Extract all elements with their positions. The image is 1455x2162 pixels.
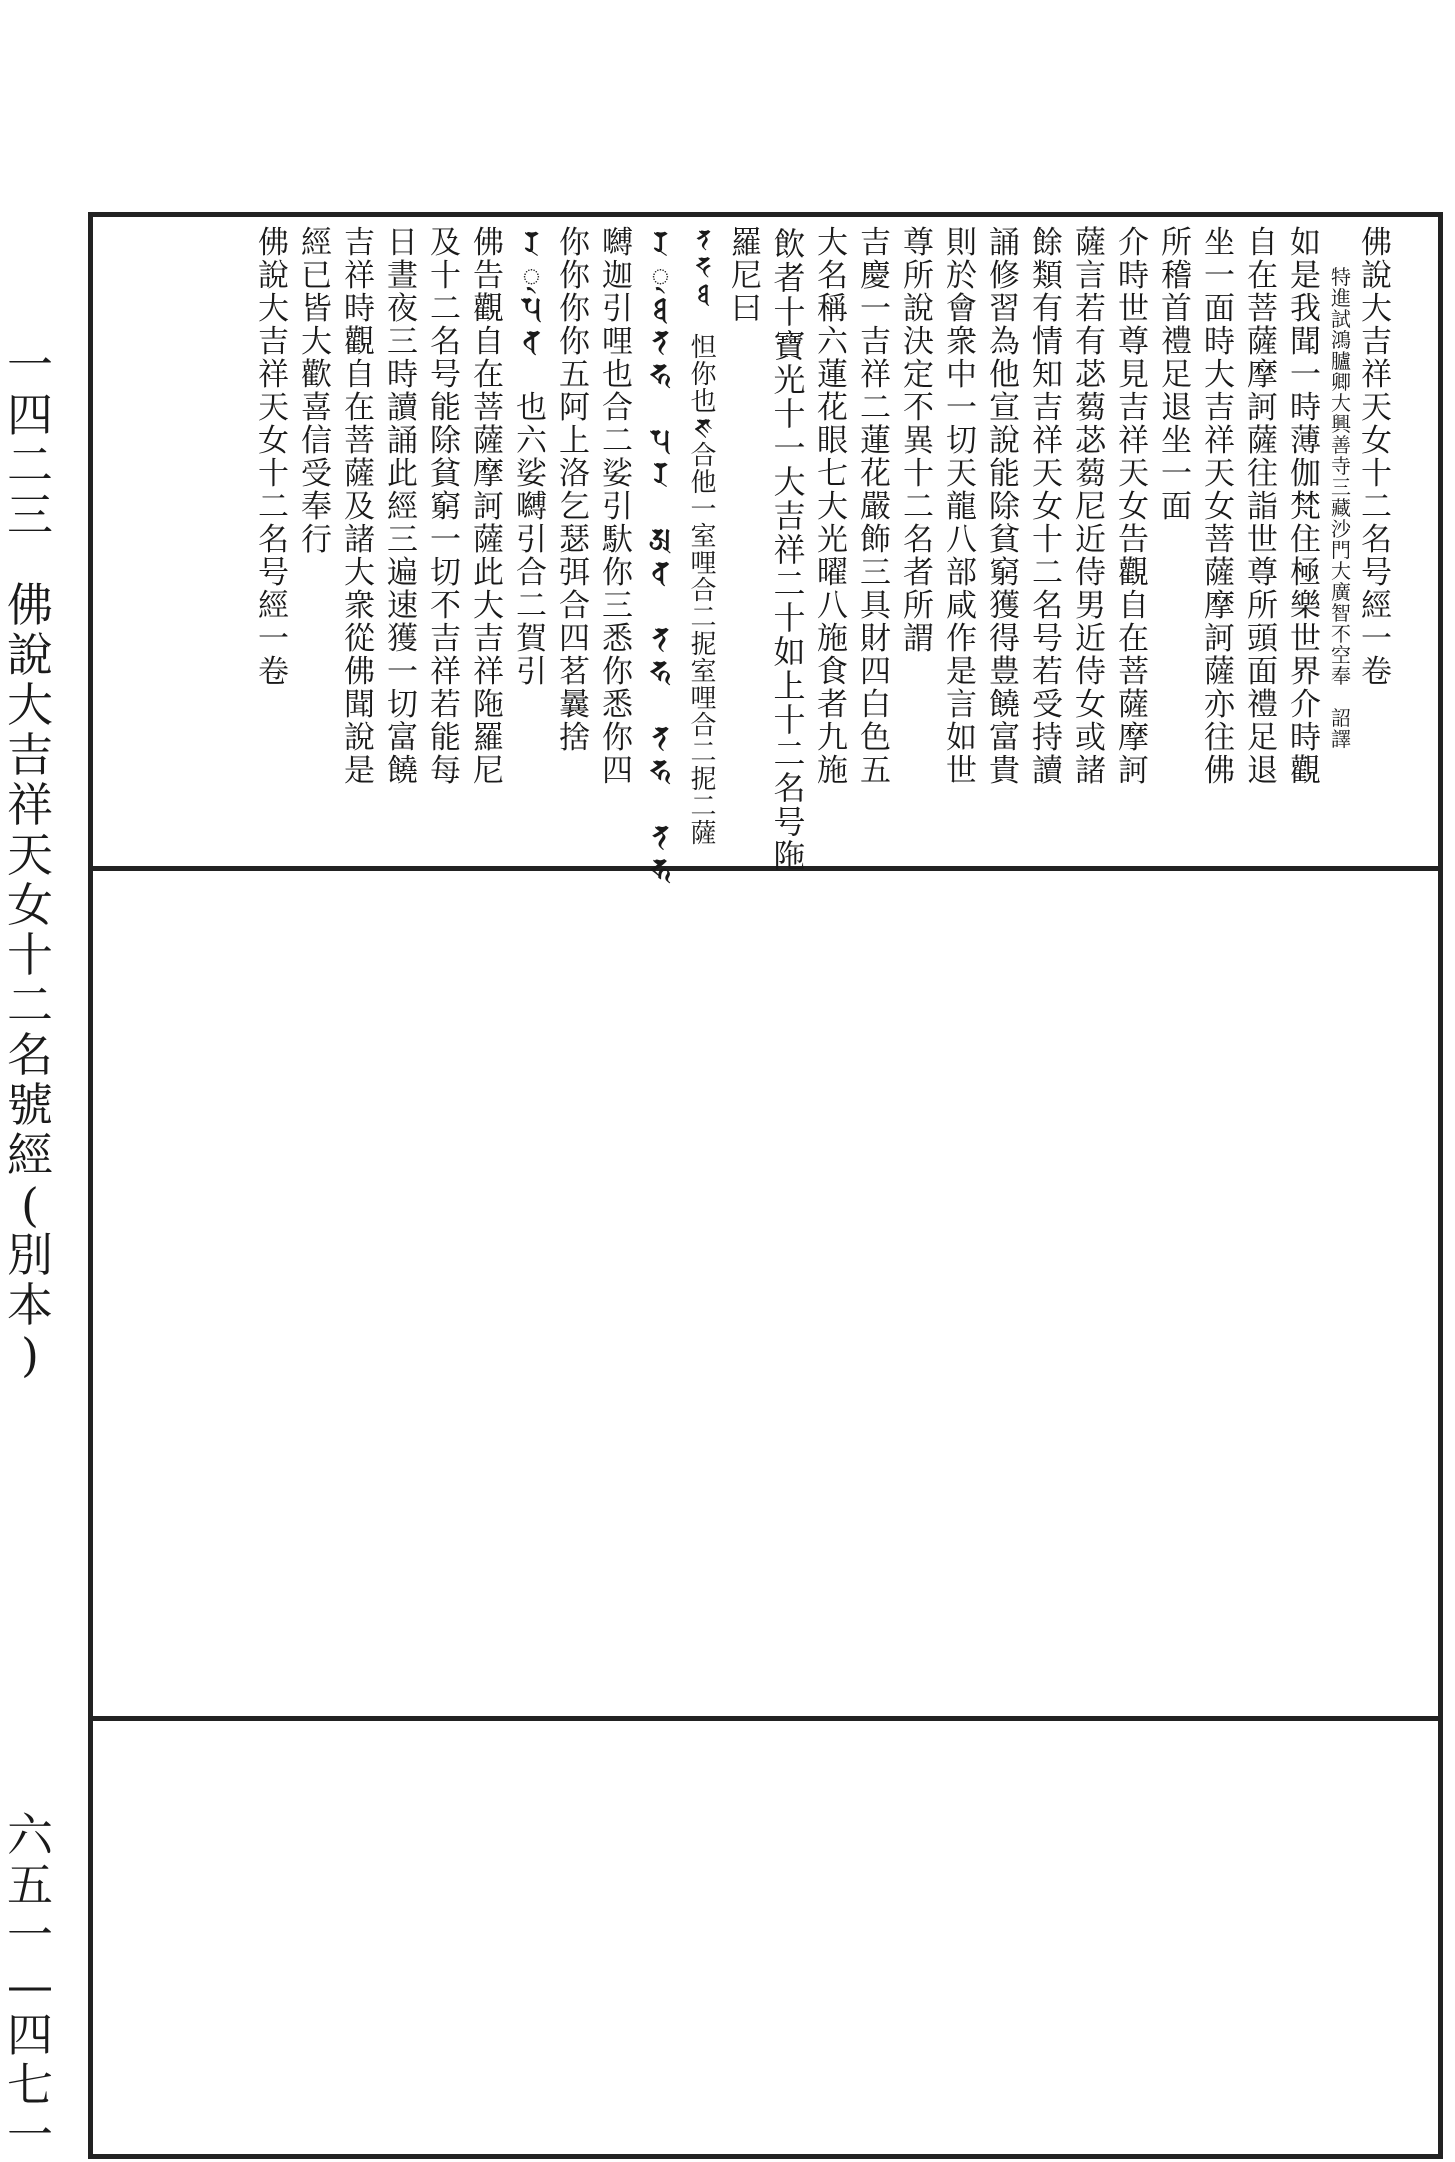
text-column: 佛 告 觀 自 在 菩 薩 摩 訶 薩 此 大 吉 祥 陁 羅 尼 — [473, 225, 504, 789]
volume-title-glyph: 十 — [7, 928, 53, 982]
volume-title-glyph: 吉 — [7, 728, 53, 782]
text-column: 介 時 世 尊 見 吉 祥 天 女 告 觀 自 在 菩 薩 摩 訶 — [1118, 225, 1149, 789]
text-column: 飲 者 十 寶 光 十 一 大 吉 祥 二 十 如 上 十 二 名 号 陁 — [773, 225, 806, 875]
volume-title-glyph: 號 — [7, 1078, 53, 1132]
text-column: 坐 一 面 時 大 吉 祥 天 女 菩 薩 摩 訶 薩 亦 往 佛 — [1204, 225, 1235, 789]
page-number-glyph: 一 — [7, 1908, 53, 1962]
volume-title-glyph: 名 — [7, 1028, 53, 1082]
volume-title-glyph: 三 — [7, 488, 53, 542]
text-column: 及 十 二 名 号 能 除 貧 窮 一 切 不 吉 祥 若 能 每 — [430, 225, 461, 789]
text-column: 佛 說 大 吉 祥 天 女 十 二 名 号 經 一 卷 — [1361, 225, 1392, 690]
scripture-text — [252, 225, 1398, 888]
page-frame — [88, 212, 1443, 2159]
page-number-glyph: 四 — [7, 2008, 53, 2062]
page-number-glyph: 五 — [7, 1858, 53, 1912]
text-column: 如 是 我 聞 一 時 薄 伽 梵 住 極 樂 世 界 介 時 觀 — [1290, 225, 1321, 789]
margin-volume-title — [4, 340, 56, 1380]
text-panel — [93, 217, 1438, 888]
volume-title-glyph: 祥 — [7, 778, 53, 832]
volume-title-glyph: 四 — [7, 388, 53, 442]
volume-title-glyph: 說 — [7, 628, 53, 682]
page-number-glyph: 六 — [7, 1808, 53, 1862]
volume-title-glyph: 大 — [7, 678, 53, 732]
text-column: 則 於 會 衆 中 一 切 天 龍 八 部 咸 作 是 言 如 世 — [946, 225, 977, 789]
text-column: 特 進 試 鴻 臚 卿 大 興 善 寺 三 藏 沙 門 大 廣 智 不 空 奉 詔 譯 — [1331, 265, 1351, 751]
text-column: 尊 所 說 決 定 不 異 十 二 名 者 所 謂 — [903, 225, 934, 657]
volume-title-glyph: ( — [21, 1178, 39, 1232]
text-column: 薩 言 若 有 苾 蒭 苾 蒭 尼 近 侍 男 近 侍 女 或 諸 — [1075, 225, 1106, 789]
volume-title-glyph: 一 — [7, 338, 53, 392]
blank-panel-middle — [93, 871, 1438, 1721]
page-number-glyph: 七 — [7, 2058, 53, 2112]
volume-title-glyph: 二 — [7, 438, 53, 492]
margin-page-number — [4, 1810, 56, 2160]
text-column: 誦 修 習 為 他 宣 說 能 除 貧 窮 獲 得 豊 饒 富 貴 — [989, 225, 1020, 789]
text-column: 經 已 皆 大 歡 喜 信 受 奉 行 — [301, 225, 332, 558]
text-column: 你 你 你 你 五 阿 上 洛 乞 瑟 弭 合 四 茗 曩 捨 — [559, 225, 590, 756]
text-column: 餘 類 有 情 知 吉 祥 天 女 十 二 名 号 若 受 持 讀 — [1032, 225, 1063, 789]
text-column: 佛 說 大 吉 祥 天 女 十 二 名 号 經 一 卷 — [258, 225, 289, 690]
text-column: 大 名 稱 六 蓮 花 眼 七 大 光 曜 八 施 食 者 九 施 — [817, 225, 848, 789]
text-column: 𑖝 𑖟 𑖞 怛 你 也 𑖕 合 他 一 室 哩 合 二 抳 室 哩 合 二 抳 二 薩 — [690, 225, 717, 849]
text-column: 吉 祥 時 觀 自 在 菩 薩 及 諸 大 衆 從 佛 聞 說 是 — [344, 225, 375, 789]
volume-title-glyph: 佛 — [7, 578, 53, 632]
text-column: 自 在 菩 薩 摩 訶 薩 往 詣 世 尊 所 頭 面 禮 足 退 — [1247, 225, 1278, 789]
text-column: 𑖨 𑖿 𑖢 𑖪 也 六 娑 嚩 引 合 二 賀 引 — [516, 225, 547, 690]
blank-panel-bottom — [93, 1721, 1438, 2154]
page-number-glyph: — — [7, 1958, 53, 2012]
volume-title-glyph: 經 — [7, 1128, 53, 1182]
volume-title-glyph: 本 — [7, 1278, 53, 1332]
text-column: 羅 尼 曰 — [731, 225, 762, 327]
volume-title-glyph: 二 — [7, 978, 53, 1032]
volume-title-glyph: 天 — [7, 828, 53, 882]
volume-title-glyph: 別 — [7, 1228, 53, 1282]
page-number-glyph: 一 — [7, 2108, 53, 2162]
text-column: 吉 慶 一 吉 祥 二 蓮 花 嚴 飾 三 具 財 四 白 色 五 — [860, 225, 891, 789]
text-column: 嚩 迦 引 哩 也 合 二 娑 引 馱 你 三 悉 你 悉 你 四 — [602, 225, 633, 789]
text-column: 所 稽 首 禮 足 退 坐 一 面 — [1161, 225, 1192, 525]
text-column: 𑖨 𑖿 𑖞 𑖝 𑖮 𑖢 𑖨 𑖀 𑖤 𑖝 𑖮 𑖝 𑖮 𑖝 𑖮 — [648, 225, 673, 888]
spacer — [7, 540, 53, 580]
volume-title-glyph: ) — [21, 1328, 39, 1382]
text-column: 日 晝 夜 三 時 讀 誦 此 經 三 遍 速 獲 一 切 富 饒 — [387, 225, 418, 789]
volume-title-glyph: 女 — [7, 878, 53, 932]
